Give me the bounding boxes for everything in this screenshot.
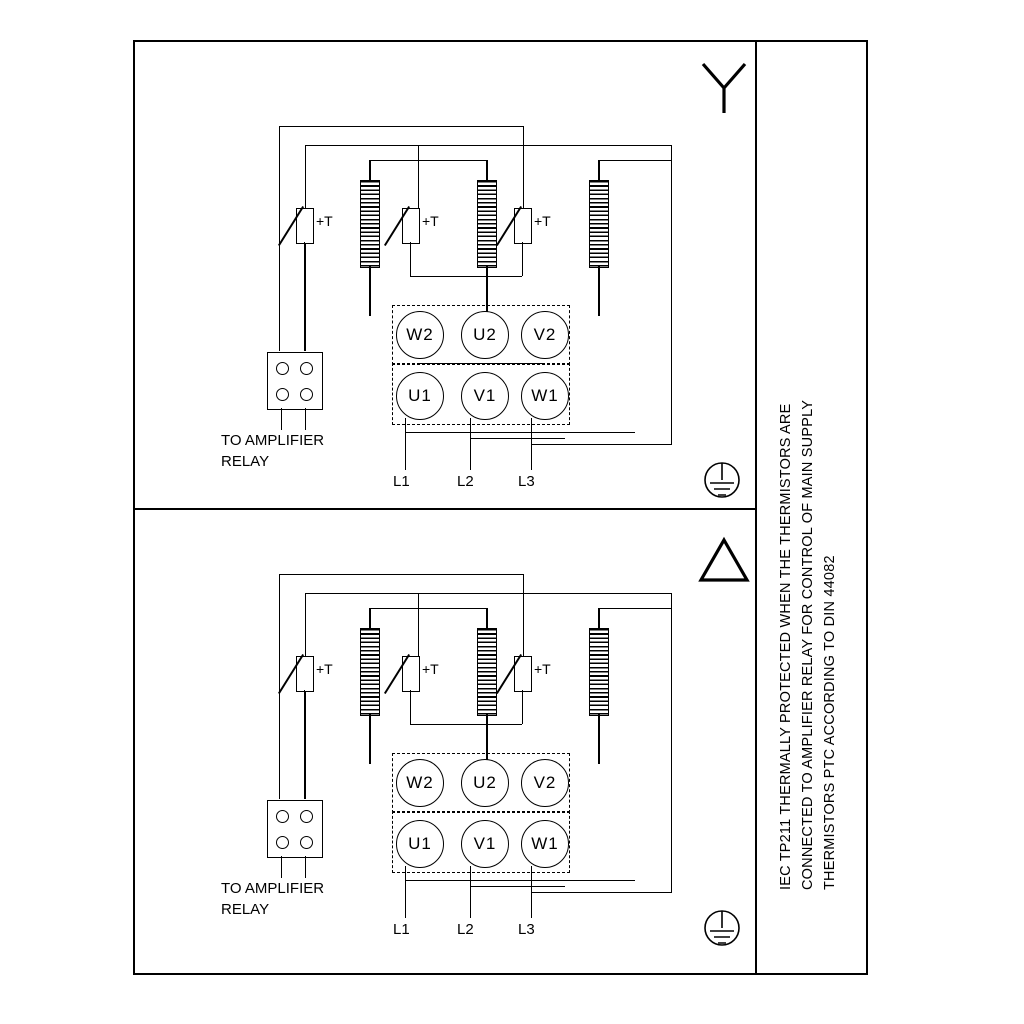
thermistor-label-1: +T <box>316 213 333 229</box>
note-line-2: CONNECTED TO AMPLIFIER RELAY FOR CONTROL OF MAIN SUPPLY <box>800 399 816 890</box>
amplifier-terminal-block <box>267 800 323 858</box>
supply-label-L2: L2 <box>457 921 474 938</box>
wire <box>418 593 671 594</box>
wire <box>405 432 635 433</box>
wire <box>531 892 556 893</box>
wire <box>369 714 371 764</box>
amplifier-relay-label-line1: TO AMPLIFIER <box>221 432 325 449</box>
thermistor-label-3: +T <box>534 213 551 229</box>
wire <box>304 690 305 799</box>
terminal-U2: U2 <box>461 759 509 807</box>
wire <box>405 866 406 918</box>
wire <box>598 714 600 764</box>
supply-label-L2: L2 <box>457 473 474 490</box>
star-wye-symbol <box>697 58 751 114</box>
winding-coil-2 <box>477 628 497 716</box>
wire <box>523 574 524 666</box>
terminal-dot <box>300 362 313 375</box>
amplifier-relay-label-line2: RELAY <box>221 901 270 918</box>
wire <box>556 444 672 445</box>
terminal-V1: V1 <box>461 820 509 868</box>
thermistor-label-2: +T <box>422 213 439 229</box>
note-text-column <box>760 40 868 975</box>
thermistor-3 <box>514 208 532 244</box>
terminal-dot <box>300 836 313 849</box>
wire <box>305 856 306 878</box>
wire <box>598 608 600 628</box>
wire <box>305 145 418 146</box>
supply-label-L3: L3 <box>518 473 535 490</box>
wire <box>305 593 418 594</box>
wire <box>369 266 371 316</box>
wire <box>486 160 488 180</box>
delta-triangle-symbol <box>697 534 751 586</box>
wire <box>470 438 565 439</box>
thermistor-1 <box>296 208 314 244</box>
terminal-dot <box>300 388 313 401</box>
winding-coil-3 <box>589 628 609 716</box>
wire <box>531 444 556 445</box>
winding-coil-2 <box>477 180 497 268</box>
wire <box>470 886 565 887</box>
thermistor-2 <box>402 208 420 244</box>
wire <box>598 160 671 161</box>
wire <box>279 574 523 575</box>
wire <box>279 126 523 127</box>
amplifier-terminal-block <box>267 352 323 410</box>
wire <box>598 608 671 609</box>
terminal-W2: W2 <box>396 759 444 807</box>
wire <box>304 242 305 351</box>
earth-ground-symbol <box>696 906 748 954</box>
wire <box>486 608 488 628</box>
panel-delta <box>0 448 1024 960</box>
wire <box>410 242 411 276</box>
terminal-W2: W2 <box>396 311 444 359</box>
wire <box>369 160 371 180</box>
terminal-W1: W1 <box>521 372 569 420</box>
wire <box>556 892 672 893</box>
wire <box>410 276 522 277</box>
winding-coil-3 <box>589 180 609 268</box>
wire <box>369 608 487 609</box>
terminal-U1: U1 <box>396 372 444 420</box>
amplifier-relay-label-line2: RELAY <box>221 453 270 470</box>
wire <box>522 242 523 276</box>
wire <box>305 408 306 430</box>
terminal-W1: W1 <box>521 820 569 868</box>
wire <box>410 724 522 725</box>
terminal-V2: V2 <box>521 759 569 807</box>
terminal-dot <box>276 810 289 823</box>
terminal-dot <box>276 362 289 375</box>
wire <box>418 145 671 146</box>
winding-coil-1 <box>360 628 380 716</box>
wire <box>598 160 600 180</box>
thermistor-label-3: +T <box>534 661 551 677</box>
terminal-V2: V2 <box>521 311 569 359</box>
wire <box>279 574 280 799</box>
winding-coil-1 <box>360 180 380 268</box>
wire <box>279 126 280 351</box>
wire <box>523 126 524 218</box>
wire <box>598 266 600 316</box>
note-line-1: IEC TP211 THERMALLY PROTECTED WHEN THE THERMISTORS ARE <box>778 403 794 890</box>
wire <box>281 408 282 430</box>
supply-label-L1: L1 <box>393 473 410 490</box>
terminal-U1: U1 <box>396 820 444 868</box>
wire <box>369 160 487 161</box>
terminal-dot <box>300 810 313 823</box>
wire <box>671 145 672 445</box>
terminal-dot <box>276 836 289 849</box>
thermistor-1 <box>296 656 314 692</box>
wire <box>522 690 523 724</box>
thermistor-label-1: +T <box>316 661 333 677</box>
amplifier-relay-label-line1: TO AMPLIFIER <box>221 880 325 897</box>
note-line-3: THERMISTORS PTC ACCORDING TO DIN 44082 <box>822 555 838 890</box>
wire <box>470 866 471 918</box>
terminal-V1: V1 <box>461 372 509 420</box>
terminal-U2: U2 <box>461 311 509 359</box>
supply-label-L3: L3 <box>518 921 535 938</box>
wire <box>281 856 282 878</box>
wire <box>410 690 411 724</box>
star-bridge <box>419 363 544 364</box>
supply-label-L1: L1 <box>393 921 410 938</box>
terminal-dot <box>276 388 289 401</box>
thermistor-label-2: +T <box>422 661 439 677</box>
thermistor-2 <box>402 656 420 692</box>
wire <box>369 608 371 628</box>
thermistor-3 <box>514 656 532 692</box>
wire <box>405 880 635 881</box>
wire <box>671 593 672 893</box>
